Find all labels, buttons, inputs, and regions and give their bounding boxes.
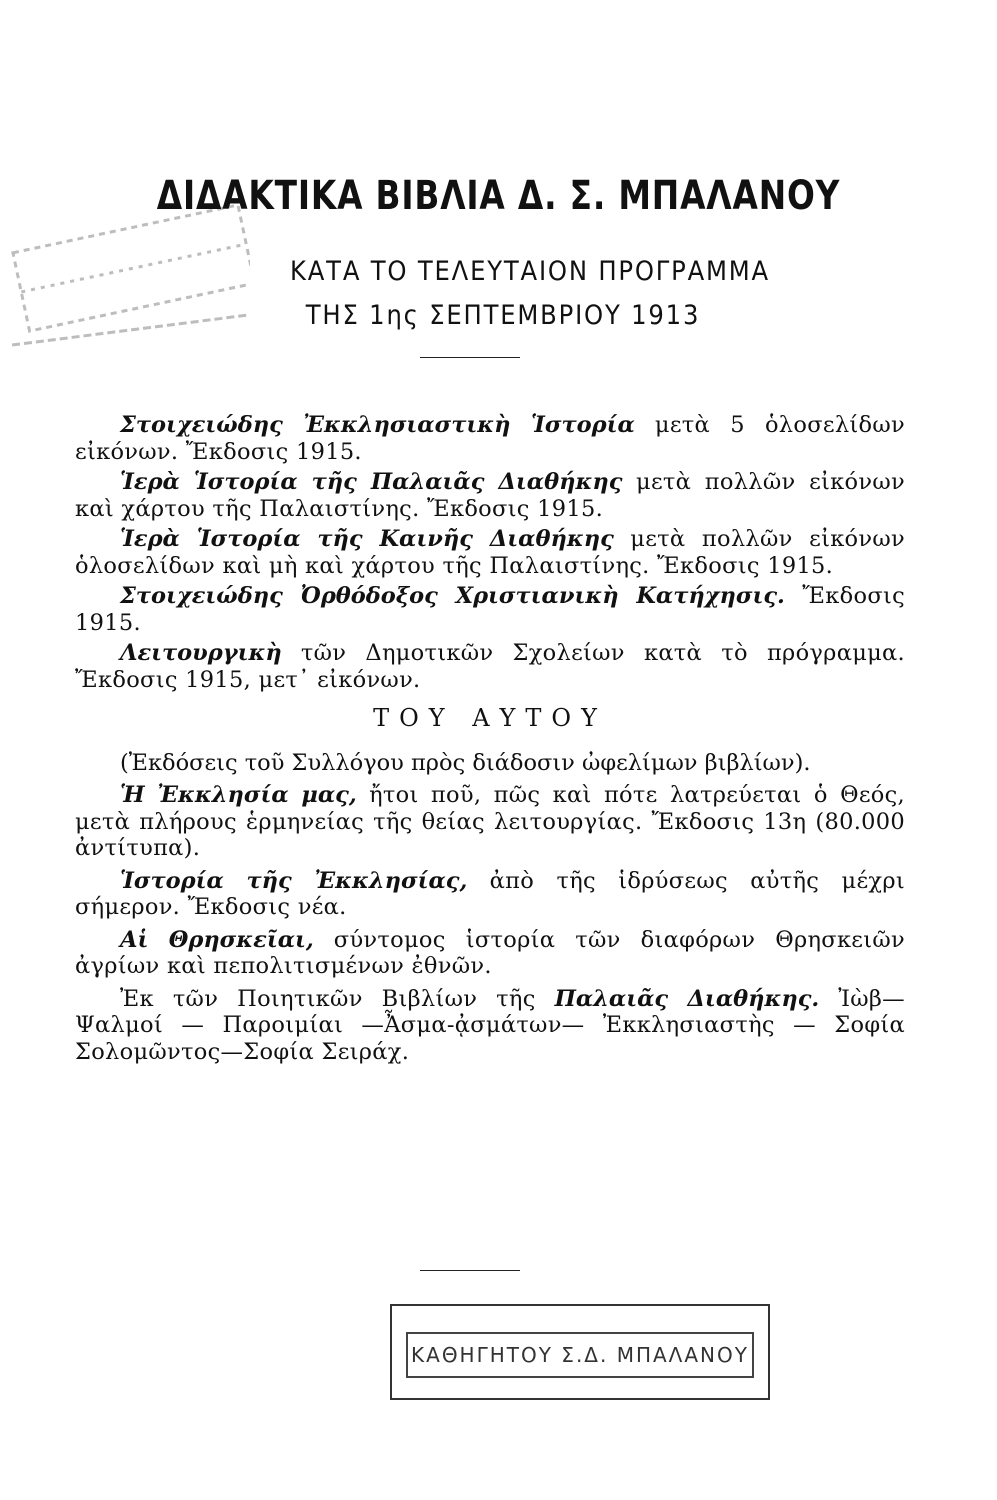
book-details: μετὰ πολλῶν εἰκόνων καὶ χάρτου τῆς Παλαιστίνης. Ἔκδοσις 1915. [75, 469, 905, 522]
book-title: Ἱερὰ Ἱστορία τῆς Παλαιᾶς Διαθήκης [120, 469, 623, 495]
book-details: ἀπὸ τῆς ἱδρύσεως αὐτῆς μέχρι σήμερον. Ἔκδοσις νέα. [75, 867, 905, 920]
book-title: Ἱερὰ Ἱστορία τῆς Καινῆς Διαθήκης [120, 526, 614, 552]
book-entry [75, 868, 905, 921]
book-title: Ἱστορία τῆς Ἐκκλησίας, [120, 867, 468, 894]
subtitle-date: ΤΗΣ 1ης ΣΕΠΤΕΜΒΡΙΟΥ 1913 [305, 300, 701, 331]
book-entry [75, 412, 905, 465]
book-title: Στοιχειώδης Ἐκκλησιαστικὴ Ἱστορία [120, 412, 635, 438]
book-details: μετὰ πολλῶν εἰκόνων ὁλοσελίδων καὶ μὴ καὶ χάρτου τῆς Παλαιστίνης. Ἔκδοσις 1915. [75, 526, 906, 579]
owner-stamp [390, 1304, 770, 1400]
section-heading-same-author: ΤΟΥ ΑΥΤΟΥ [373, 704, 607, 732]
book-details: μετὰ 5 ὁλοσελίδων εἰκόνων. Ἔκδοσις 1915. [75, 412, 905, 465]
page-header [0, 170, 997, 336]
book-details: Ἰὼβ— Ψαλμοί — Παροιμίαι —Ἆσμα-ᾀσμάτων— Ἐκκλησιαστὴς — Σοφία Σολομῶντος—Σοφία Σειράχ. [75, 985, 905, 1065]
book-title: Αἱ Θρησκεῖαι, [120, 926, 314, 953]
book-entry [75, 782, 905, 862]
book-details: Ἔκδοσις 1915. [75, 583, 905, 636]
header-divider [420, 357, 520, 358]
book-entry [75, 526, 905, 579]
book-entry [75, 469, 905, 522]
book-details: ἤτοι ποῦ, πῶς καὶ πότε λατρεύεται ὁ Θεός, μετὰ πλήρους ἑρμηνείας τῆς θείας λειτουργίας. Ἔκδοσις 13η (80.000 ἀντίτυπα). [75, 782, 906, 861]
book-list [75, 412, 905, 1065]
book-title: Ἡ Ἐκκλησία μας, [120, 782, 357, 808]
publisher-note: (Ἐκδόσεις τοῦ Συλλόγου πρὸς διάδοσιν ὠφελίμων βιβλίων). [120, 749, 811, 776]
book-details: σύντομος ἱστορία τῶν διαφόρων Θρησκειῶν ἀγρίων καὶ πεπολιτισμένων ἐθνῶν. [75, 926, 906, 979]
subtitle-program: ΚΑΤΑ ΤΟ ΤΕΛΕΥΤΑΙΟΝ ΠΡΟΓΡΑΜΜΑ [290, 256, 770, 287]
book-title: Παλαιᾶς Διαθήκης. [554, 985, 820, 1012]
owner-stamp-label: ΚΑΘΗΓΗΤΟΥ Σ.Δ. ΜΠΑΛΑΝΟΥ [406, 1332, 754, 1378]
book-details: τῶν Δημοτικῶν Σχολείων κατὰ τὸ πρόγραμμα. Ἔκδοσις 1915, μετ᾽ εἰκόνων. [75, 640, 905, 693]
book-lead-text: Ἐκ τῶν Ποιητικῶν Βιβλίων τῆς [120, 985, 555, 1012]
book-entry [75, 986, 905, 1066]
book-title: Λειτουργικὴ [120, 640, 282, 666]
book-title: Στοιχειώδης Ὀρθόδοξος Χριστιανικὴ Κατήχησις. [120, 583, 785, 609]
book-entry [75, 583, 905, 636]
page-title: ΔΙΔΑΚΤΙΚΑ ΒΙΒΛΙΑ Δ. Σ. ΜΠΑΛΑΝΟΥ [156, 173, 841, 219]
book-entry [75, 640, 905, 693]
book-entry [75, 927, 905, 980]
footer-divider [420, 1270, 520, 1271]
